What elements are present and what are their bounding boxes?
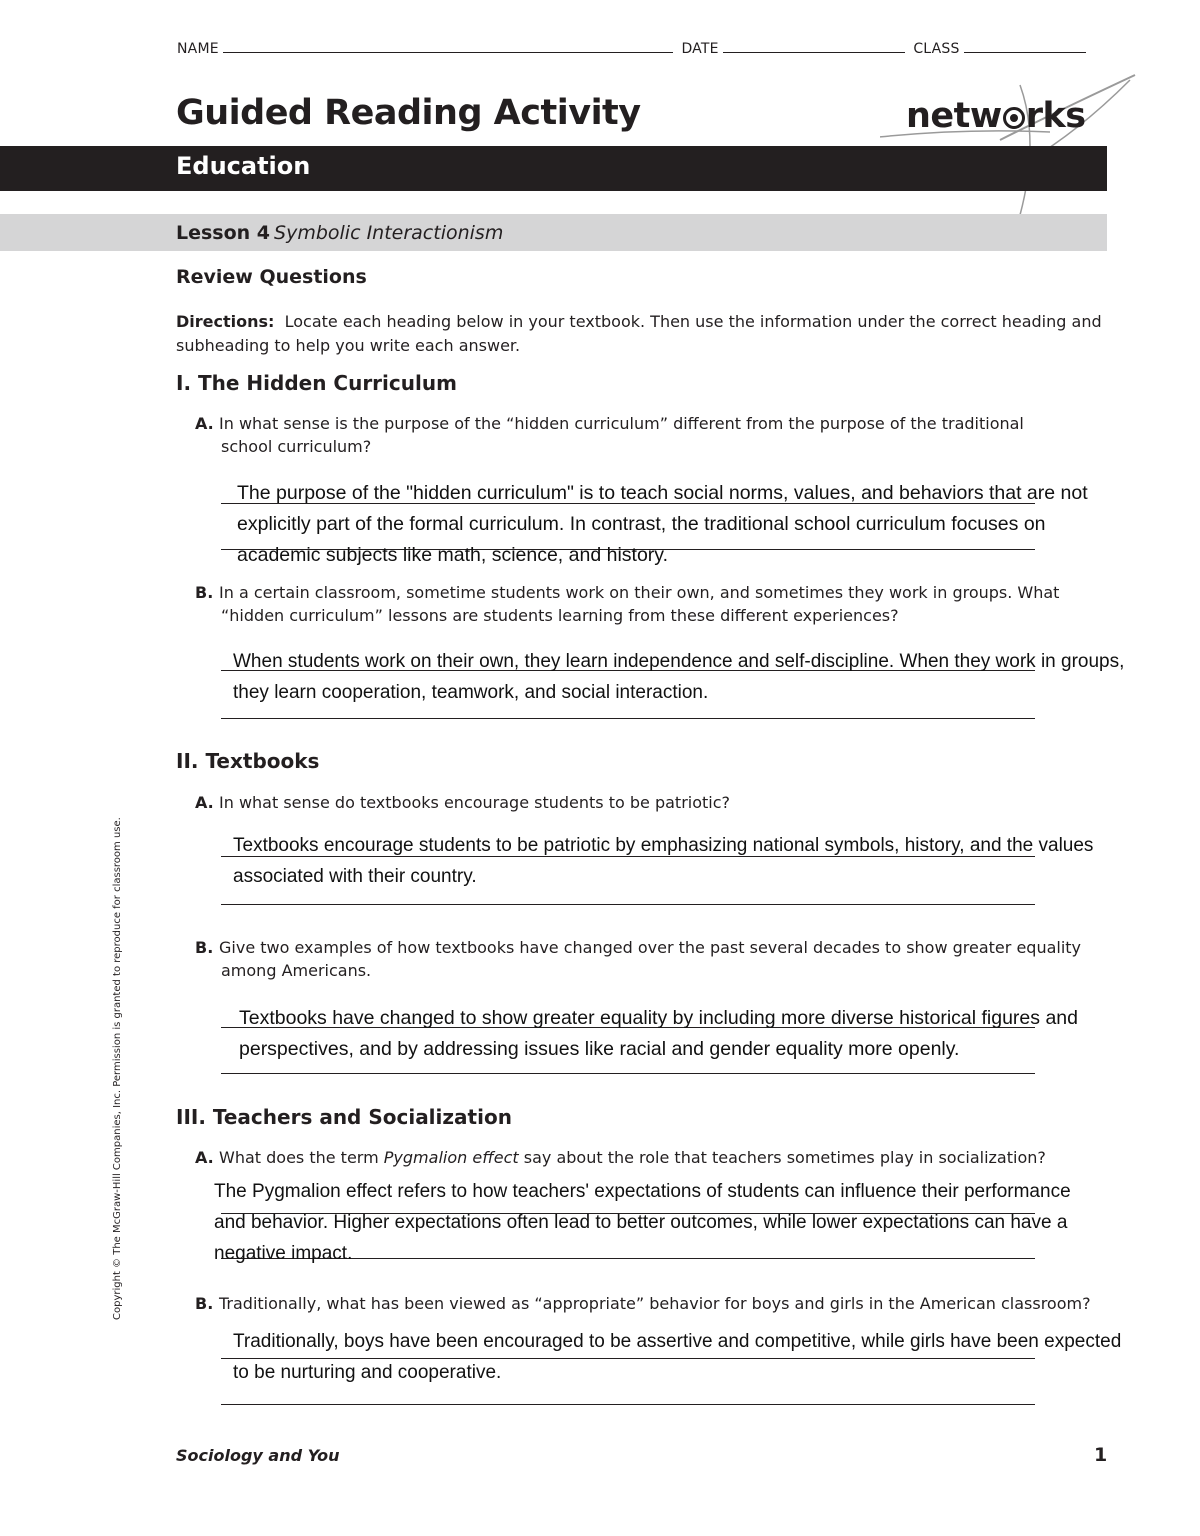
answer-line [221,1404,1035,1405]
answer-text-line: Traditionally, boys have been encouraged to be assertive and competitive, while girls have been expected [233,1331,1122,1352]
answer-1b[interactable] [233,646,1124,708]
directions-text: Locate each heading below in your textbook. Then use the information under the correct heading and subheading to help you write each answer. [176,312,1102,355]
lesson-name: Symbolic Interactionism [274,222,504,244]
logo-o-icon [1003,107,1025,129]
question-text: In a certain classroom, sometime students work on their own, and sometimes they work in groups. What [219,583,1060,602]
name-field[interactable] [223,40,673,53]
answer-line [221,1073,1035,1074]
answer-line [221,904,1035,905]
question-letter: B. [195,1294,214,1313]
answer-3b[interactable] [233,1326,1121,1388]
question-text-cont: school curriculum? [221,437,372,456]
question-text: Traditionally, what has been viewed as “appropriate” behavior for boys and girls in the American classroom? [219,1294,1091,1313]
question-text: In what sense is the purpose of the “hidden curriculum” different from the purpose of the traditional [219,414,1024,433]
answer-text-line: they learn cooperation, teamwork, and social interaction. [233,682,709,703]
networks-logo [906,96,1086,136]
question-3a [195,1146,1105,1169]
section-heading-teachers-socialization: III. Teachers and Socialization [176,1105,512,1129]
student-info-line [177,40,1090,57]
answer-text-line: explicitly part of the formal curriculum. In contrast, the traditional school curriculum focuses on [237,513,1046,535]
question-2a [195,791,1105,814]
question-text: In what sense do textbooks encourage students to be patriotic? [219,793,731,812]
logo-text-start: netw [906,96,1002,136]
review-questions-heading: Review Questions [176,266,367,288]
networks-swoosh-graphic [880,70,1150,220]
answer-2a[interactable] [233,830,1093,892]
answer-text-line: negative impact. [214,1243,353,1264]
page-number: 1 [1094,1444,1108,1466]
question-text: Give two examples of how textbooks have changed over the past several decades to show greater equality [219,938,1082,957]
question-letter: B. [195,938,214,957]
class-field[interactable] [964,40,1086,53]
subject-title: Education [176,152,311,180]
answer-text-line: perspectives, and by addressing issues like racial and gender equality more openly. [239,1038,960,1060]
answer-text-line: The Pygmalion effect refers to how teachers' expectations of students can influence their performance [214,1181,1071,1202]
answer-text-line: academic subjects like math, science, and history. [237,544,668,566]
question-text-cont: “hidden curriculum” lessons are students learning from these different experiences? [221,606,899,625]
question-letter: A. [195,793,214,812]
class-label: CLASS [913,41,960,57]
answer-text-line: Textbooks have changed to show greater equality by including more diverse historical figures and [239,1007,1078,1029]
lesson-heading [176,222,503,244]
book-title: Sociology and You [176,1446,340,1465]
date-label: DATE [681,41,719,57]
directions-label: Directions: [176,312,275,331]
answer-3a[interactable] [214,1176,1071,1269]
question-letter: A. [195,414,214,433]
answer-1a[interactable] [237,478,1088,571]
question-text: What does the term [219,1148,379,1167]
name-label: NAME [177,41,219,57]
question-1b [195,581,1105,627]
answer-text-line: When students work on their own, they learn independence and self-discipline. When they work in groups, [233,651,1125,672]
subject-band [0,146,1107,191]
answer-line [221,718,1035,719]
question-text-cont: say about the role that teachers sometimes play in socialization? [523,1148,1046,1167]
section-heading-textbooks: II. Textbooks [176,749,320,773]
answer-2b[interactable] [239,1003,1078,1065]
section-heading-hidden-curriculum: I. The Hidden Curriculum [176,371,457,395]
lesson-number: Lesson 4 [176,222,271,244]
question-text-cont: among Americans. [221,961,372,980]
copyright-notice: Copyright © The McGraw-Hill Companies, Inc. Permission is granted to reproduce for classroom use. [112,817,123,1320]
page-title: Guided Reading Activity [176,93,641,133]
answer-text-line: to be nurturing and cooperative. [233,1362,502,1383]
directions [176,310,1106,358]
question-letter: B. [195,583,214,602]
answer-text-line: associated with their country. [233,866,477,887]
date-field[interactable] [723,40,905,53]
question-letter: A. [195,1148,214,1167]
lesson-band [0,214,1107,251]
question-term: Pygmalion effect [383,1148,519,1167]
question-1a [195,412,1105,458]
answer-text-line: and behavior. Higher expectations often lead to better outcomes, while lower expectations can have a [214,1212,1068,1233]
answer-text-line: The purpose of the "hidden curriculum" is to teach social norms, values, and behaviors that are not [237,482,1088,504]
question-3b [195,1292,1105,1315]
answer-text-line: Textbooks encourage students to be patriotic by emphasizing national symbols, history, and the values [233,835,1094,856]
logo-text-end: rks [1025,96,1086,136]
question-2b [195,936,1105,982]
